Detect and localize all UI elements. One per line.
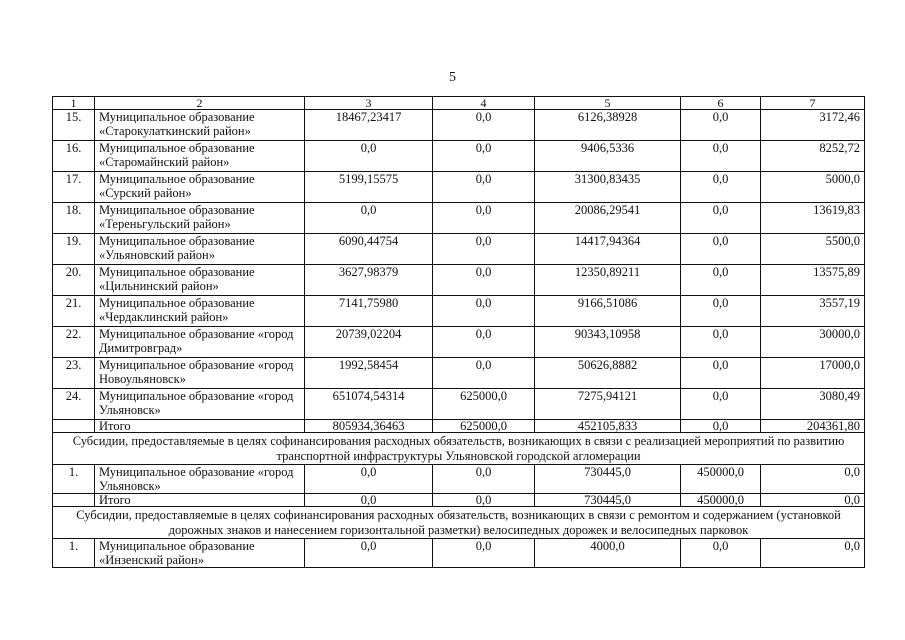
municipality-name: Муниципальное образование «Старокулаткинский район» <box>95 110 305 141</box>
value-col-5: 6126,38928 <box>535 110 681 141</box>
row-number: 15. <box>53 110 95 141</box>
value-col-7: 5500,0 <box>761 234 865 265</box>
row-number: 20. <box>53 265 95 296</box>
header-row <box>53 97 865 110</box>
value-col-3: 1992,58454 <box>305 358 433 389</box>
value-col-7: 3557,19 <box>761 296 865 327</box>
header-cell: 7 <box>761 97 865 110</box>
header-cell: 6 <box>681 97 761 110</box>
value-col-6: 0,0 <box>681 110 761 141</box>
row-number: 18. <box>53 203 95 234</box>
page-number: 5 <box>449 70 456 85</box>
value-col-4: 0,0 <box>433 296 535 327</box>
value-col-6: 0,0 <box>681 141 761 172</box>
subsidy-table <box>52 96 865 568</box>
municipality-name: Муниципальное образование «Инзенский район» <box>95 539 305 568</box>
value-col-7: 3172,46 <box>761 110 865 141</box>
header-cell: 2 <box>95 97 305 110</box>
value-col-5: 9406,5336 <box>535 141 681 172</box>
total-col-6: 450000,0 <box>681 494 761 507</box>
value-col-4: 0,0 <box>433 172 535 203</box>
section-header-row <box>53 507 865 539</box>
value-col-4: 0,0 <box>433 265 535 296</box>
value-col-6: 0,0 <box>681 203 761 234</box>
value-col-5: 12350,89211 <box>535 265 681 296</box>
value-col-6: 0,0 <box>681 389 761 420</box>
header-cell: 4 <box>433 97 535 110</box>
total-col-4: 625000,0 <box>433 420 535 433</box>
section-header-row <box>53 433 865 465</box>
municipality-name: Муниципальное образование «город Димитровград» <box>95 327 305 358</box>
value-col-4: 0,0 <box>433 358 535 389</box>
value-col-7: 5000,0 <box>761 172 865 203</box>
value-col-5: 7275,94121 <box>535 389 681 420</box>
value-col-3: 7141,75980 <box>305 296 433 327</box>
value-col-6: 0,0 <box>681 234 761 265</box>
row-number: 1. <box>53 539 95 568</box>
value-col-7: 8252,72 <box>761 141 865 172</box>
table-row <box>53 203 865 234</box>
total-col-3: 0,0 <box>305 494 433 507</box>
table-row <box>53 110 865 141</box>
value-col-7: 17000,0 <box>761 358 865 389</box>
table-row <box>53 358 865 389</box>
municipality-name: Муниципальное образование «город Ульяновск» <box>95 465 305 494</box>
value-col-3: 651074,54314 <box>305 389 433 420</box>
row-number: 17. <box>53 172 95 203</box>
value-col-4: 0,0 <box>433 539 535 568</box>
total-row <box>53 494 865 507</box>
row-number: 24. <box>53 389 95 420</box>
value-col-6: 0,0 <box>681 296 761 327</box>
header-cell: 3 <box>305 97 433 110</box>
empty-cell <box>53 494 95 507</box>
value-col-6: 450000,0 <box>681 465 761 494</box>
total-label: Итого <box>95 420 305 433</box>
value-col-5: 20086,29541 <box>535 203 681 234</box>
value-col-5: 4000,0 <box>535 539 681 568</box>
value-col-4: 0,0 <box>433 141 535 172</box>
value-col-4: 625000,0 <box>433 389 535 420</box>
total-label: Итого <box>95 494 305 507</box>
value-col-4: 0,0 <box>433 327 535 358</box>
value-col-6: 0,0 <box>681 327 761 358</box>
table-row <box>53 389 865 420</box>
value-col-5: 9166,51086 <box>535 296 681 327</box>
value-col-4: 0,0 <box>433 110 535 141</box>
total-col-7: 204361,80 <box>761 420 865 433</box>
value-col-3: 18467,23417 <box>305 110 433 141</box>
value-col-3: 0,0 <box>305 465 433 494</box>
value-col-7: 30000,0 <box>761 327 865 358</box>
row-number: 1. <box>53 465 95 494</box>
value-col-4: 0,0 <box>433 203 535 234</box>
header-cell: 1 <box>53 97 95 110</box>
value-col-3: 6090,44754 <box>305 234 433 265</box>
value-col-3: 0,0 <box>305 203 433 234</box>
value-col-6: 0,0 <box>681 172 761 203</box>
row-number: 16. <box>53 141 95 172</box>
municipality-name: Муниципальное образование «Сурский район» <box>95 172 305 203</box>
value-col-5: 14417,94364 <box>535 234 681 265</box>
total-col-5: 730445,0 <box>535 494 681 507</box>
section-title: Субсидии, предоставляемые в целях софинансирования расходных обязательств, возникающих в связи с реализацией мероприятий по развитию транспортной инфраструктуры Ульяновской городской агломерации <box>53 433 865 465</box>
municipality-name: Муниципальное образование «Старомайнский район» <box>95 141 305 172</box>
municipality-name: Муниципальное образование «Цильнинский район» <box>95 265 305 296</box>
value-col-6: 0,0 <box>681 265 761 296</box>
municipality-name: Муниципальное образование «Чердаклинский район» <box>95 296 305 327</box>
header-cell: 5 <box>535 97 681 110</box>
total-col-3: 805934,36463 <box>305 420 433 433</box>
value-col-7: 13619,83 <box>761 203 865 234</box>
value-col-6: 0,0 <box>681 358 761 389</box>
empty-cell <box>53 420 95 433</box>
municipality-name: Муниципальное образование «город Новоульяновск» <box>95 358 305 389</box>
table-row <box>53 141 865 172</box>
value-col-4: 0,0 <box>433 465 535 494</box>
value-col-5: 31300,83435 <box>535 172 681 203</box>
value-col-7: 0,0 <box>761 465 865 494</box>
municipality-name: Муниципальное образование «город Ульяновск» <box>95 389 305 420</box>
total-col-4: 0,0 <box>433 494 535 507</box>
value-col-3: 3627,98379 <box>305 265 433 296</box>
total-col-5: 452105,833 <box>535 420 681 433</box>
row-number: 21. <box>53 296 95 327</box>
total-col-6: 0,0 <box>681 420 761 433</box>
municipality-name: Муниципальное образование «Тереньгульский район» <box>95 203 305 234</box>
municipality-name: Муниципальное образование «Ульяновский район» <box>95 234 305 265</box>
value-col-4: 0,0 <box>433 234 535 265</box>
total-col-7: 0,0 <box>761 494 865 507</box>
table-row <box>53 539 865 568</box>
value-col-3: 0,0 <box>305 141 433 172</box>
value-col-6: 0,0 <box>681 539 761 568</box>
row-number: 22. <box>53 327 95 358</box>
value-col-7: 3080,49 <box>761 389 865 420</box>
table-row <box>53 327 865 358</box>
value-col-5: 90343,10958 <box>535 327 681 358</box>
table-row <box>53 296 865 327</box>
table-row <box>53 234 865 265</box>
value-col-3: 5199,15575 <box>305 172 433 203</box>
value-col-5: 730445,0 <box>535 465 681 494</box>
value-col-7: 0,0 <box>761 539 865 568</box>
row-number: 19. <box>53 234 95 265</box>
table-row <box>53 265 865 296</box>
section-title: Субсидии, предоставляемые в целях софинансирования расходных обязательств, возникающих в связи с ремонтом и содержанием (установкой дорожных знаков и нанесением горизонтальной разметки) велосипедных дорожек и велосипедных парковок <box>53 507 865 539</box>
value-col-3: 20739,02204 <box>305 327 433 358</box>
table-row <box>53 465 865 494</box>
row-number: 23. <box>53 358 95 389</box>
value-col-3: 0,0 <box>305 539 433 568</box>
table-row <box>53 172 865 203</box>
value-col-5: 50626,8882 <box>535 358 681 389</box>
total-row <box>53 420 865 433</box>
value-col-7: 13575,89 <box>761 265 865 296</box>
